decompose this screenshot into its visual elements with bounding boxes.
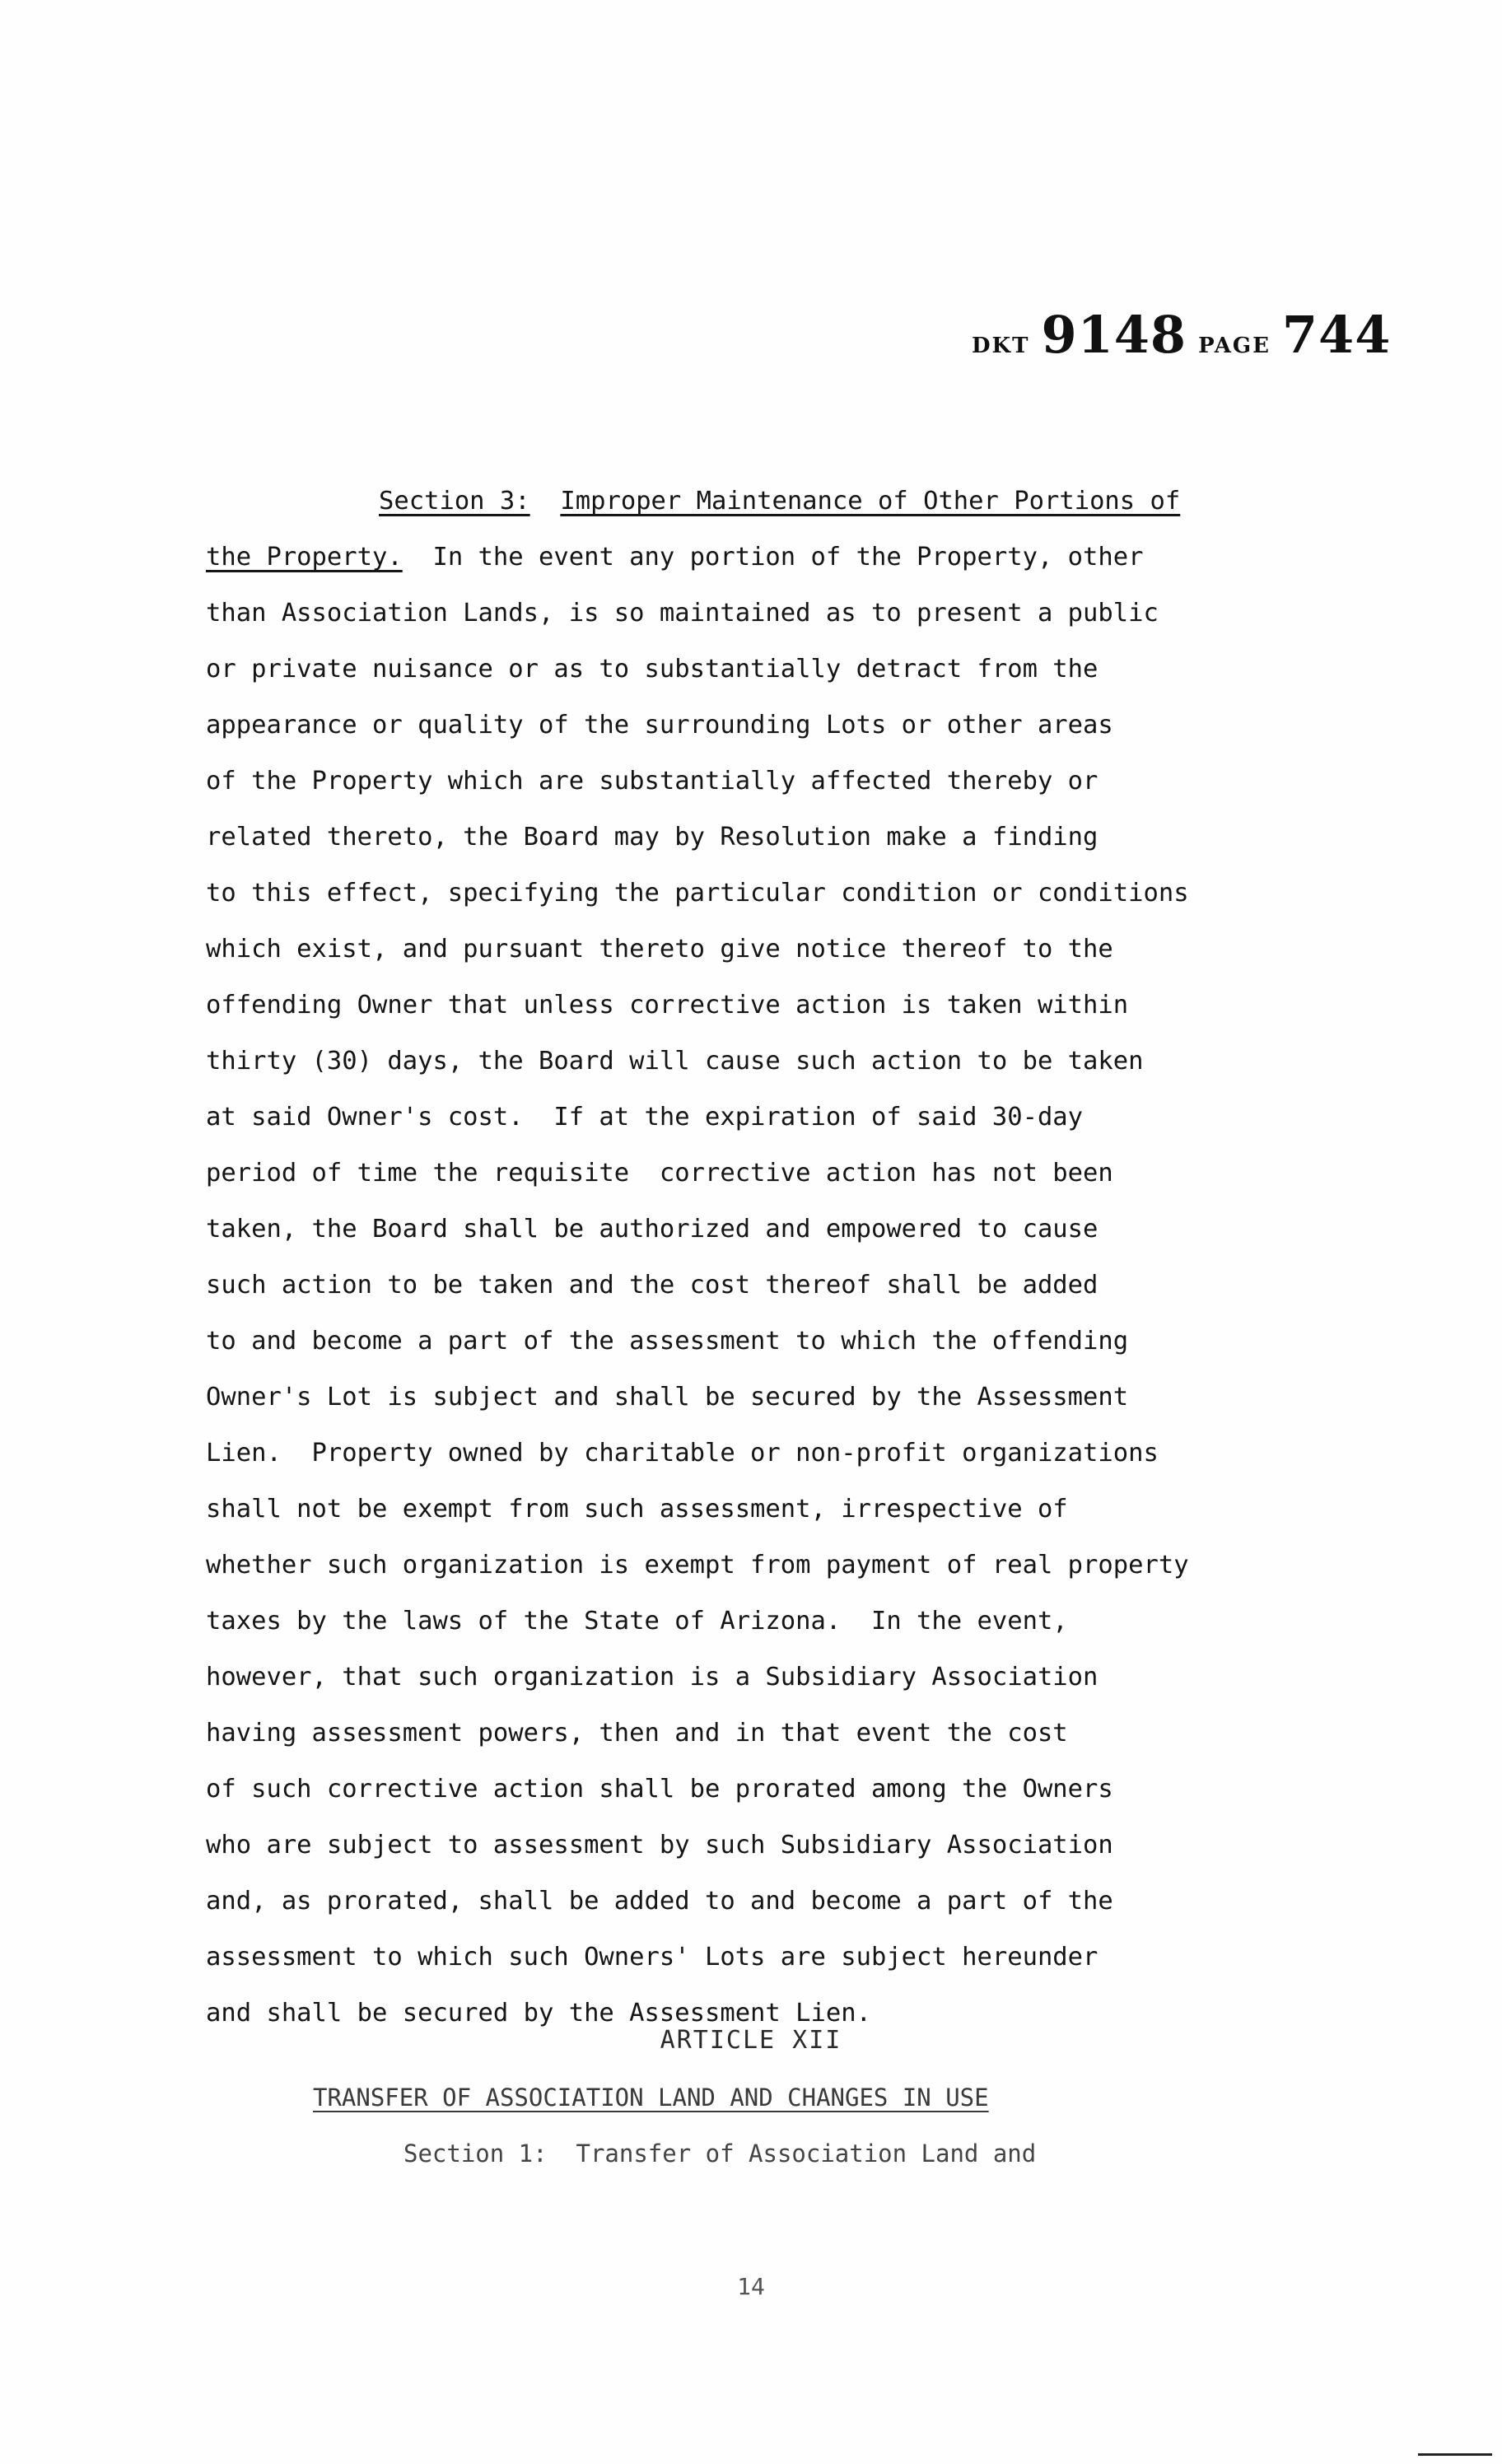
page-prefix: PAGE <box>1198 334 1271 358</box>
subsection-heading: Section 1: Transfer of Association Land and <box>403 2140 1037 2168</box>
body-line: to this effect, specifying the particular condition or conditions <box>206 879 1189 908</box>
body-line: than Association Lands, is so maintained as to present a public <box>206 599 1159 628</box>
article-title: ARTICLE XII <box>660 2026 842 2055</box>
body-line: assessment to which such Owners' Lots are subject hereunder <box>206 1943 1099 1972</box>
page-footer-number: 14 <box>737 2273 765 2300</box>
body-line: appearance or quality of the surrounding Lots or other areas <box>206 711 1113 740</box>
body-line: and, as prorated, shall be added to and become a part of the <box>206 1887 1113 1916</box>
scan-edge-mark <box>1418 2453 1492 2456</box>
section-body <box>206 474 1342 2042</box>
body-line: to and become a part of the assessment to which the offending <box>206 1327 1129 1356</box>
section-label: Section 3: <box>379 487 530 516</box>
book-prefix: DKT <box>972 334 1030 358</box>
page-number-stamp: 744 <box>1281 305 1392 365</box>
section-heading-line <box>206 474 1342 530</box>
body-line: or private nuisance or as to substantially detract from the <box>206 655 1099 684</box>
body-line: who are subject to assessment by such Subsidiary Association <box>206 1831 1113 1860</box>
body-line: period of time the requisite corrective action has not been <box>206 1159 1113 1188</box>
body-line: related thereto, the Board may by Resolution make a finding <box>206 823 1099 852</box>
section-title-continued-line <box>206 530 1342 586</box>
docket-stamp <box>972 305 1391 365</box>
body-line: thirty (30) days, the Board will cause such action to be taken <box>206 1047 1144 1076</box>
body-line: offending Owner that unless corrective action is taken within <box>206 991 1129 1020</box>
body-line: which exist, and pursuant thereto give notice thereof to the <box>206 935 1113 964</box>
body-line: however, that such organization is a Subsidiary Association <box>206 1663 1099 1692</box>
article-heading: TRANSFER OF ASSOCIATION LAND AND CHANGES IN USE <box>313 2084 989 2112</box>
body-line: whether such organization is exempt from payment of real property <box>206 1551 1189 1580</box>
body-line: having assessment powers, then and in that event the cost <box>206 1719 1068 1748</box>
body-line: of such corrective action shall be prorated among the Owners <box>206 1775 1113 1804</box>
body-line: In the event any portion of the Property, other <box>432 543 1144 572</box>
body-line: at said Owner's cost. If at the expiration of said 30-day <box>206 1103 1084 1132</box>
section-title-continued: the Property. <box>206 543 403 572</box>
section-title: Improper Maintenance of Other Portions of <box>560 487 1181 516</box>
body-line: of the Property which are substantially affected thereby or <box>206 767 1099 796</box>
book-number: 9148 <box>1041 305 1187 365</box>
body-line: taken, the Board shall be authorized and empowered to cause <box>206 1215 1099 1244</box>
body-line: taxes by the laws of the State of Arizona. In the event, <box>206 1607 1068 1636</box>
body-line: and shall be secured by the Assessment Lien. <box>206 1999 871 2028</box>
body-line: Owner's Lot is subject and shall be secured by the Assessment <box>206 1383 1129 1412</box>
body-line: shall not be exempt from such assessment, irrespective of <box>206 1495 1068 1524</box>
body-line: such action to be taken and the cost thereof shall be added <box>206 1271 1099 1300</box>
body-line: Lien. Property owned by charitable or non-profit organizations <box>206 1439 1159 1468</box>
